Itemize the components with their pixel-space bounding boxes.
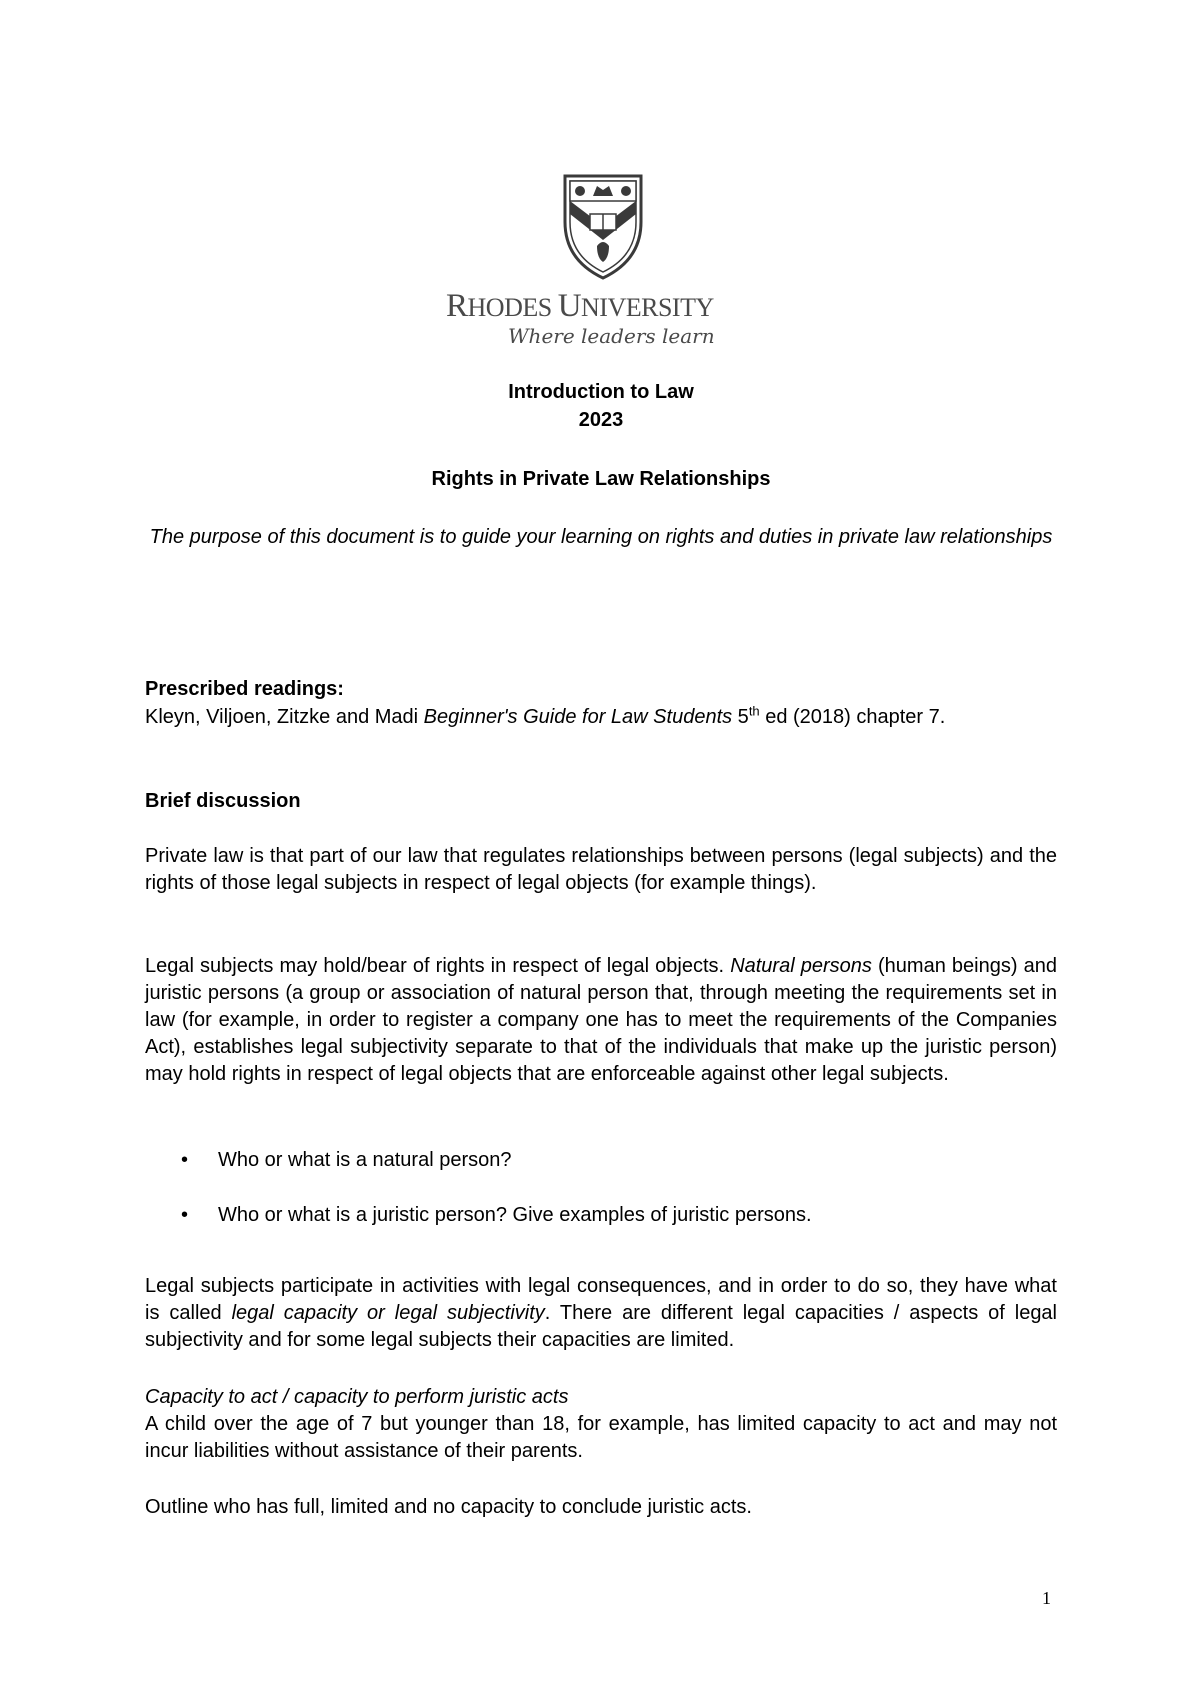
course-title: Introduction to Law	[508, 381, 694, 403]
paragraph-private-law: Private law is that part of our law that regulates relationships between persons (legal subjects) and the rights of those legal subjects in respect of legal objects (for example things).	[145, 845, 1057, 894]
paragraph-child-capacity: A child over the age of 7 but younger than 18, for example, has limited capacity to act and may not incur liabilities without assistance of their parents.	[145, 1413, 1057, 1462]
paragraph-legal-capacity: Legal subjects participate in activities with legal consequences, and in order to do so, they have what is called legal capacity or legal subjectivity. There are different legal capacities / aspects of legal subjectivity and for some legal subjects their capacities are limited.	[145, 1275, 1058, 1351]
readings-heading: Prescribed readings:	[145, 678, 344, 700]
bullet-icon: •	[181, 1149, 189, 1171]
university-crest-icon	[563, 174, 643, 280]
bullet-icon: •	[181, 1204, 189, 1226]
paragraph-outline-task: Outline who has full, limited and no capacity to conclude juristic acts.	[145, 1496, 752, 1518]
readings-citation: Kleyn, Viljoen, Zitzke and Madi Beginner's Guide for Law Students 5th ed (2018) chapter 7.	[145, 703, 946, 728]
discussion-heading: Brief discussion	[145, 790, 301, 812]
paragraph-legal-subjects: Legal subjects may hold/bear of rights in respect of legal objects. Natural persons (human beings) and juristic persons (a group or association of natural person that, through meeting the requirements set in law (for example, in order to register a company one has to meet the requirements of the Companies Act), establishes legal subjectivity separate to that of the individuals that make up the juristic person) may hold rights in respect of legal objects that are enforceable against other legal subjects.	[145, 955, 1057, 1085]
university-logo	[440, 168, 765, 348]
university-wordmark: RHODES UNIVERSITY	[446, 288, 714, 324]
course-year: 2023	[578, 409, 624, 431]
page-number: 1	[1042, 1588, 1051, 1608]
university-tagline: Where leaders learn	[508, 324, 715, 348]
document-purpose: The purpose of this document is to guide your learning on rights and duties in private law relationships	[149, 526, 1053, 548]
book-title: Beginner's Guide for Law Students	[423, 706, 733, 728]
document-page: RHODES UNIVERSITY Where leaders learn Introduction to Law 2023 Rights in Private Law Relationships The purpose of this document is to guide your learning on rights and duties in private law relationships Prescribed readings: Kleyn, Viljoen, Zitzke and Madi Beginner's Guide for Law Students 5th ed (2018) chapter 7. Brief discussion Private law is that part of our law that regulates relationships between persons (legal subjects) and the rights of those legal subjects in respect of legal objects (for example things). Legal subjects may hold/bear of rights in respect of legal objects. Natural persons (human beings) and juristic persons (a group or association of natural person that, through meeting the requirements set in law (for example, in order to register a company one has to meet the requirements of the Companies Act), establishes legal subjectivity separate to that of the individuals that make up the juristic person) may hold rights in respect of legal objects that are enforceable against other legal subjects. • Who or what is a natural person? • Who or what is a juristic person? Give examples of juristic persons. Legal subjects participate in activities with legal consequences, and in order to do so, they have what is called legal capacity or legal subjectivity. There are different legal capacities / aspects of legal subjectivity and for some legal subjects their capacities are limited. Capacity to act / capacity to perform juristic acts A child over the age of 7 but younger than 18, for example, has limited capacity to act and may not incur liabilities without assistance of their parents. Outline who has full, limited and no capacity to conclude juristic acts. 1	[0, 0, 1200, 1698]
document-topic: Rights in Private Law Relationships	[431, 468, 771, 490]
capacity-subheading: Capacity to act / capacity to perform juristic acts	[145, 1386, 569, 1408]
